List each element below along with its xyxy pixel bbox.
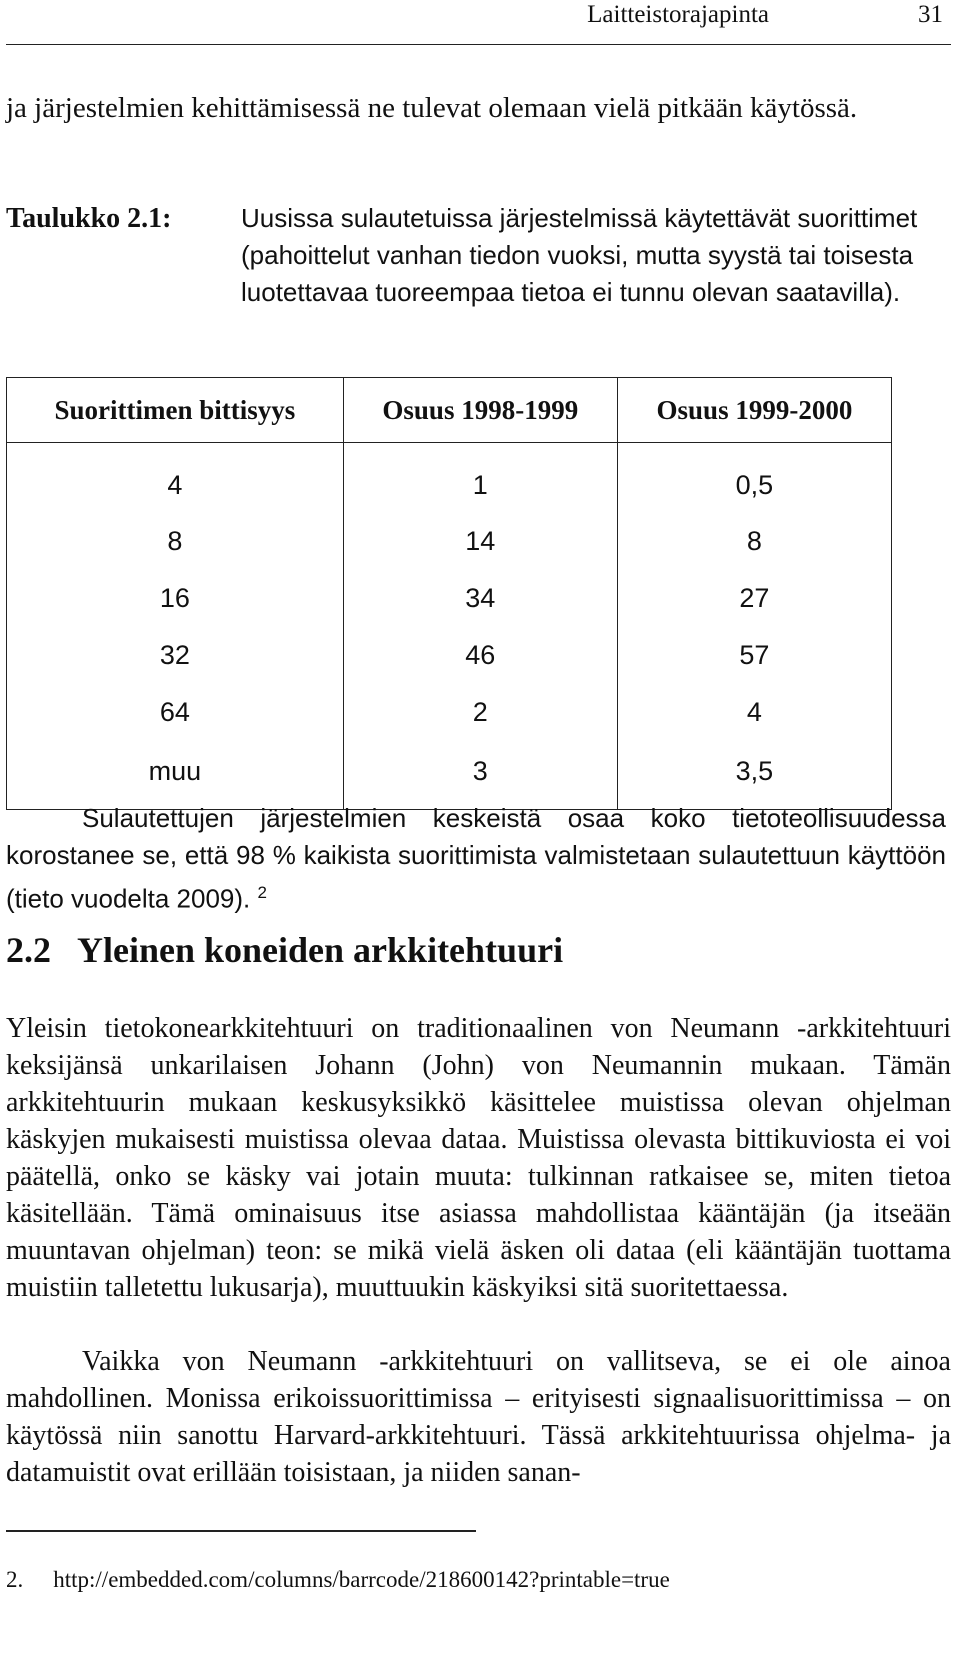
table-row (7, 627, 892, 684)
table-row (7, 513, 892, 570)
running-title: Laitteistorajapinta (587, 1, 769, 28)
footnote-reference: 2 (257, 883, 267, 902)
table-caption-text: Uusissa sulautetuissa järjestelmissä käytettävät suorittimet (pahoittelut vanhan tiedon vuoksi, mutta syystä tai toisesta luotettavaa tuoreempaa tietoa ei tunnu olevan saatavilla). (241, 203, 918, 307)
table-cell: 8 (617, 513, 891, 570)
running-header (6, 0, 951, 45)
table-cell: 2 (343, 684, 617, 741)
table-cell: 3,5 (617, 741, 891, 810)
table-cell: 57 (617, 627, 891, 684)
table-row (7, 443, 892, 514)
table-cell: 32 (7, 627, 344, 684)
table-cell: muu (7, 741, 344, 810)
footnote-link[interactable]: http://embedded.com/columns/barrcode/218600142?printable=true (53, 1567, 670, 1592)
footnote-divider (6, 1530, 476, 1532)
table-cell: 27 (617, 570, 891, 627)
column-header: Suorittimen bittisyys (7, 378, 344, 443)
section-heading (6, 928, 563, 972)
table-cell: 34 (343, 570, 617, 627)
table-header-row (7, 378, 892, 443)
table-cell: 4 (617, 684, 891, 741)
table-cell: 4 (7, 443, 344, 514)
table-cell: 1 (343, 443, 617, 514)
table-row (7, 684, 892, 741)
section-title: Yleinen koneiden arkkitehtuuri (77, 930, 564, 970)
continuation-text: ja järjestelmien kehittämisessä ne tulevat olemaan vielä pitkään käytössä. (6, 92, 858, 124)
post-table-text: Sulautettujen järjestelmien keskeistä osaa koko tietoteollisuudessa korostanee se, että 98 % kaikista suorittimista valmistetaan sulautettuun käyttöön (tieto vuodelta 2009). (6, 803, 946, 914)
processor-share-table (6, 377, 892, 810)
column-header: Osuus 1999-2000 (617, 378, 891, 443)
table-caption-label: Taulukko 2.1: (6, 203, 172, 234)
table-cell: 8 (7, 513, 344, 570)
table-cell: 16 (7, 570, 344, 627)
page-number: 31 (918, 1, 943, 28)
table-row (7, 570, 892, 627)
table-cell: 46 (343, 627, 617, 684)
body-paragraph: Vaikka von Neumann -arkkitehtuuri on vallitseva, se ei ole ainoa mahdollinen. Monissa erikoissuorittimissa – erityisesti signaalisuorittimissa – on käytössä niin sanottu Harvard-arkkitehtuuri. Tässä arkkitehtuurissa ohjelma- ja datamuistit ovat erillään toisistaan, ja niiden sanan- (6, 1346, 951, 1488)
column-header: Osuus 1998-1999 (343, 378, 617, 443)
table-cell: 3 (343, 741, 617, 810)
post-table-paragraph (6, 800, 946, 918)
table-cell: 0,5 (617, 443, 891, 514)
footnote (6, 1565, 670, 1595)
section-number: 2.2 (6, 930, 51, 970)
table-cell: 14 (343, 513, 617, 570)
body-paragraph: Yleisin tietokonearkkitehtuuri on traditionaalinen von Neumann -arkkitehtuuri keksijänsä unkarilaisen Johann (John) von Neumannin mukaan. Tämän arkkitehtuurin mukaan keskusyksikkö käsittelee muistissa olevan ohjelman käskyjen mukaisesti muistissa olevaa dataa. Muistissa olevasta bittikuviosta ei voi päätellä, onko se käsky vai jotain muuta: tulkinnan ratkaisee se, miten tietoa käsitellään. Tämä ominaisuus itse asiassa mahdollistaa kääntäjän (ja itseään muuntavan ohjelman) teon: se mikä vielä äsken oli dataa (eli kääntäjän tuottama muistiin talletettu lukusarja), muuttuukin käskyiksi sitä suoritettaessa. (6, 1013, 951, 1303)
table-cell: 64 (7, 684, 344, 741)
footnote-number: 2. (6, 1567, 24, 1592)
